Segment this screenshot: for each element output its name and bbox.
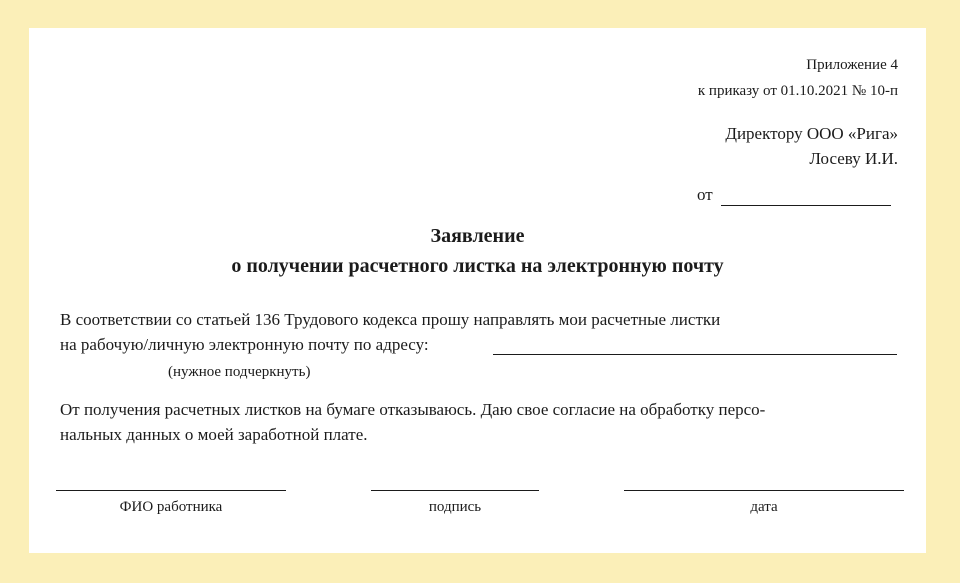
paragraph2-line1: От получения расчетных листков на бумаге отказываюсь. Даю свое согласие на обработку персо-: [60, 400, 766, 419]
paragraph1-line2: на рабочую/личную электронную почту по адресу:: [60, 335, 429, 354]
from-label: от: [697, 185, 713, 204]
addressee-name: Лосеву И.И.: [809, 149, 898, 168]
signature-caption: подпись: [428, 499, 482, 515]
date-caption: дата: [750, 499, 778, 515]
document-page: [29, 28, 926, 553]
document-subtitle: о получении расчетного листка на электронную почту: [231, 255, 724, 277]
addressee-position: Директору ООО «Рига»: [725, 124, 898, 143]
from-blank-line[interactable]: [721, 205, 891, 206]
email-blank-line[interactable]: [493, 354, 897, 355]
document-title: Заявление: [430, 225, 525, 247]
underline-hint: (нужное подчеркнуть): [168, 364, 311, 380]
signature-line[interactable]: [371, 490, 539, 491]
paragraph1-line1: В соответствии со статьей 136 Трудового кодекса прошу направлять мои расчетные листки: [60, 310, 721, 329]
date-signature-line[interactable]: [624, 490, 904, 491]
paragraph2-line2: нальных данных о моей заработной плате.: [60, 425, 368, 444]
annex-order-reference: к приказу от 01.10.2021 № 10-п: [697, 83, 898, 99]
annex-number: Приложение 4: [806, 57, 898, 73]
name-signature-line[interactable]: [56, 490, 286, 491]
name-caption: ФИО работника: [119, 499, 223, 515]
